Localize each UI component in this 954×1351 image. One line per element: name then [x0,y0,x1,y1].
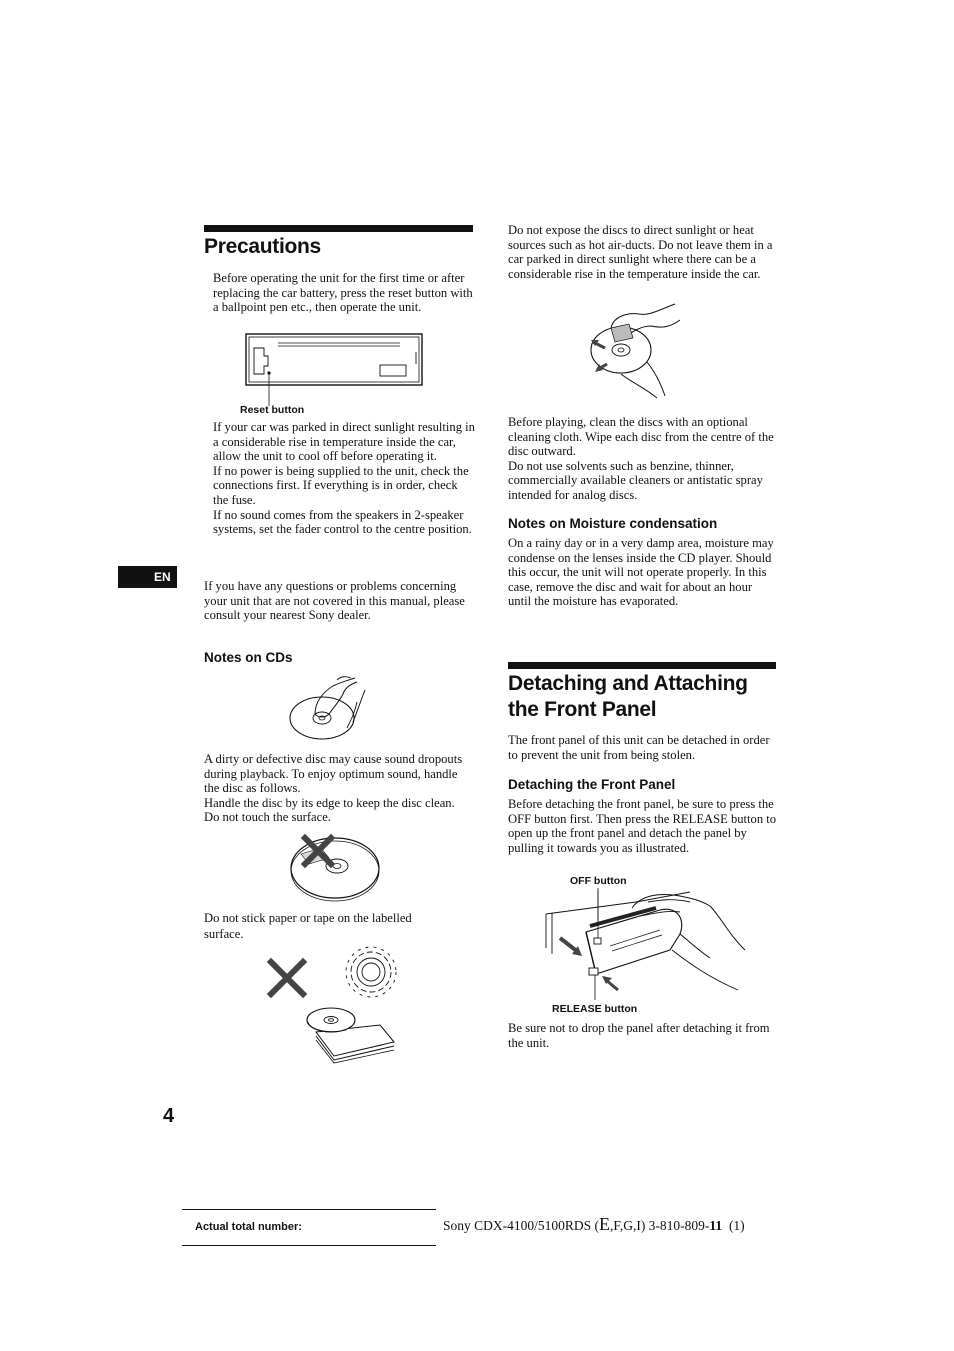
detaching-text: Before detaching the front panel, be sure to press the OFF button first. Then press the RELEASE button to open up the front panel and detach the panel by pulling it towards you as illustrated. [508,797,777,855]
cds-para-edge: Handle the disc by its edge to keep the disc clean. Do not touch the surface. [204,795,455,825]
drop-panel-text: Be sure not to drop the panel after detaching it from the unit. [508,1021,770,1050]
detaching-subheading: Detaching the Front Panel [508,777,676,792]
notes-on-cds-heading: Notes on CDs [204,650,293,665]
actual-total-label: Actual total number: [195,1221,302,1233]
detaching-heading [508,671,748,723]
disc-handling-illustration [285,672,375,747]
model-footer [443,1214,745,1235]
cleaning-text [508,415,780,503]
moisture-text: On a rainy day or in a very damp area, moisture may condense on the lenses inside the CD player. Should this occur, the unit will not operate properly. In this case, remove the disc and wait for about an hour until the moisture has evaporated. [508,536,774,609]
front-panel-detach-illustration [540,888,750,1006]
footer-rule-top [182,1209,436,1210]
note-power: If no power is being supplied to the unit, check the connections first. If everything is in order, check the fuse. [213,463,469,507]
cds-para-tape: Do not stick paper or tape on the labelled surface. [204,911,412,941]
cleaning-para-solvents: Do not use solvents such as benzine, thinner, commercially available cleaners or antistatic spray intended for analog discs. [508,458,763,502]
off-button-label: OFF button [570,875,627,887]
precautions-heading: Precautions [204,235,321,258]
detaching-heading-line1: Detaching and Attaching [508,672,748,695]
release-button-label: RELEASE button [552,1003,638,1015]
model-mid: ,F,G,I) 3-810-809- [610,1218,710,1233]
detaching-heading-line2: the Front Panel [508,698,657,721]
detaching-rule [508,662,776,669]
cds-text [204,752,470,825]
precautions-notes [213,420,475,537]
detaching-intro: The front panel of this unit can be detached in order to prevent the unit from being stolen. [508,733,770,762]
page-number: 4 [163,1105,175,1127]
language-tab [118,566,177,588]
disc-cleaning-illustration [585,298,685,403]
model-lang-e: E [599,1214,611,1234]
sunlight-text: Do not expose the discs to direct sunlight or heat sources such as hot air-ducts. Do not leave them in a car parked in direct sunlight where there can be a considerable rise in the temperature inside the car. [508,223,773,281]
precautions-intro: Before operating the unit for the first time or after replacing the car battery, press the reset button with a ballpoint pen etc., then operate the unit. [213,271,473,315]
model-pre: Sony CDX-4100/5100RDS ( [443,1218,600,1233]
questions-text: If you have any questions or problems concerning your unit that are not covered in this manual, please consult your nearest Sony dealer. [204,579,465,623]
footer-rule-bottom [182,1245,436,1246]
cds-para-dirty: A dirty or defective disc may cause sound dropouts during playback. To enjoy optimum sound, handle the disc as follows. [204,752,463,796]
disc-no-sticker-illustration [268,950,403,1065]
note-sound: If no sound comes from the speakers in 2-speaker systems, set the fader control to the centre position. [213,507,472,537]
disc-do-not-touch-illustration [285,830,385,905]
model-rev: 11 [709,1218,723,1233]
precautions-rule [204,225,473,232]
moisture-heading: Notes on Moisture condensation [508,516,718,531]
reset-button-illustration [240,330,430,410]
model-post: (1) [722,1218,745,1233]
reset-button-label: Reset button [240,404,305,416]
language-tab-label: EN [154,570,171,584]
cleaning-para-cloth: Before playing, clean the discs with an optional cleaning cloth. Wipe each disc from the centre of the disc outward. [508,415,774,459]
note-sunlight: If your car was parked in direct sunlight resulting in a considerable rise in temperature inside the car, allow the unit to cool off before operating it. [213,420,475,464]
